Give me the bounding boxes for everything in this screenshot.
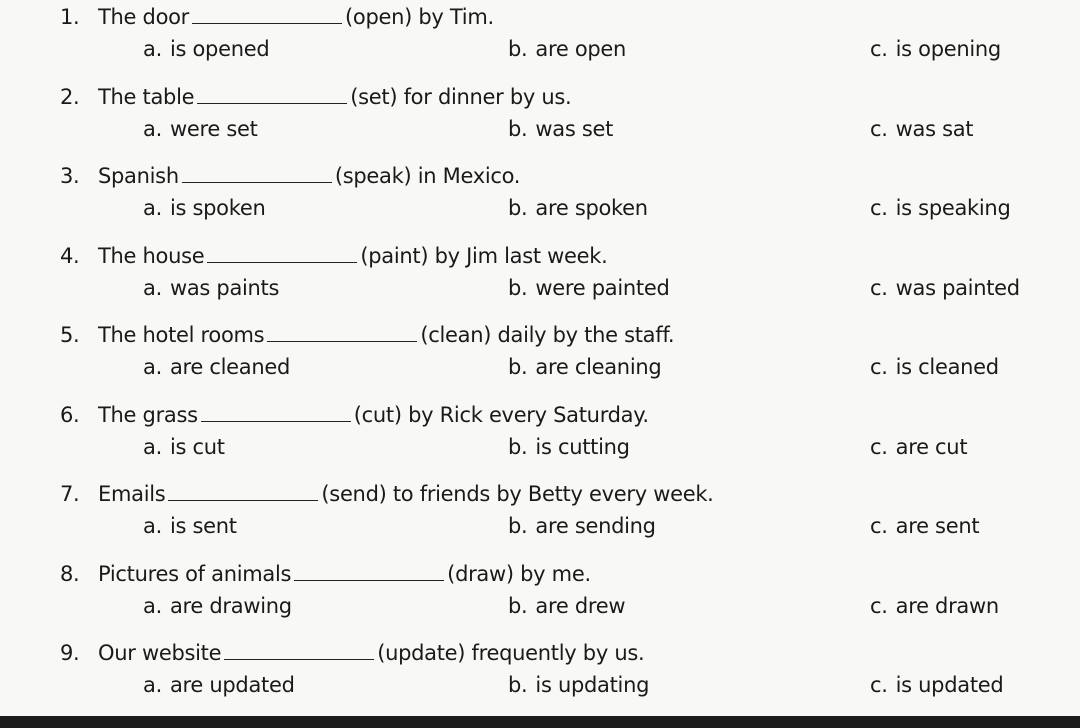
option-text: is cutting — [535, 435, 630, 459]
stem-before: The hotel rooms — [98, 323, 265, 347]
question-number: 9. — [60, 641, 80, 665]
option-letter: c. — [870, 355, 888, 379]
option-text: are cleaned — [169, 355, 291, 379]
option-c — [870, 352, 999, 382]
option-letter: c. — [870, 514, 888, 538]
answer-blank — [182, 164, 332, 183]
option-a — [143, 114, 258, 144]
option-text: is opening — [895, 37, 1001, 61]
question-stem — [60, 638, 644, 668]
stem-after: (clean) daily by the staff. — [420, 323, 675, 347]
option-b — [508, 432, 630, 462]
option-letter: a. — [143, 514, 162, 538]
answer-blank — [197, 85, 347, 104]
option-text: are open — [535, 37, 627, 61]
option-letter: a. — [143, 355, 162, 379]
question-number: 3. — [60, 164, 80, 188]
option-letter: b. — [508, 673, 528, 697]
option-text: were painted — [535, 276, 670, 300]
option-text: is updated — [895, 673, 1004, 697]
option-text: are drawing — [169, 594, 292, 618]
question-stem — [60, 82, 571, 112]
option-letter: c. — [870, 594, 888, 618]
stem-after: (speak) in Mexico. — [334, 164, 521, 188]
question-1 — [0, 2, 1080, 82]
option-c — [870, 34, 1001, 64]
answer-blank — [192, 5, 342, 24]
option-text: are cleaning — [535, 355, 662, 379]
stem-before: Our website — [98, 641, 222, 665]
question-number: 1. — [60, 5, 80, 29]
option-b — [508, 114, 613, 144]
option-letter: b. — [508, 117, 528, 141]
option-text: are sending — [535, 514, 656, 538]
option-c — [870, 591, 999, 621]
option-text: are sent — [895, 514, 980, 538]
option-text: are cut — [895, 435, 968, 459]
question-7 — [0, 479, 1080, 559]
option-letter: c. — [870, 117, 888, 141]
stem-before: The grass — [98, 403, 198, 427]
option-text: was set — [535, 117, 614, 141]
option-text: was painted — [895, 276, 1020, 300]
stem-after: (send) to friends by Betty every week. — [321, 482, 714, 506]
question-3 — [0, 161, 1080, 241]
question-2 — [0, 82, 1080, 162]
option-text: are drew — [535, 594, 626, 618]
option-b — [508, 591, 625, 621]
option-b — [508, 670, 649, 700]
option-letter: b. — [508, 514, 528, 538]
option-a — [143, 193, 265, 223]
question-stem — [60, 559, 591, 589]
option-text: are drawn — [895, 594, 999, 618]
option-text: is updating — [535, 673, 650, 697]
option-letter: a. — [143, 594, 162, 618]
option-a — [143, 670, 295, 700]
question-stem — [60, 479, 714, 509]
question-stem — [60, 320, 674, 350]
option-b — [508, 34, 626, 64]
question-number: 5. — [60, 323, 80, 347]
option-c — [870, 114, 973, 144]
option-a — [143, 34, 269, 64]
stem-before: The door — [98, 5, 189, 29]
answer-blank — [168, 482, 318, 501]
option-letter: c. — [870, 276, 888, 300]
option-text: is cut — [169, 435, 225, 459]
option-letter: a. — [143, 117, 162, 141]
option-letter: c. — [870, 673, 888, 697]
option-letter: b. — [508, 196, 528, 220]
option-b — [508, 352, 661, 382]
option-letter: b. — [508, 276, 528, 300]
question-number: 2. — [60, 85, 80, 109]
question-number: 4. — [60, 244, 80, 268]
option-a — [143, 432, 225, 462]
answer-blank — [224, 641, 374, 660]
bottom-edge-bar — [0, 716, 1080, 728]
stem-after: (cut) by Rick every Saturday. — [353, 403, 649, 427]
answer-blank — [201, 403, 351, 422]
stem-after: (update) frequently by us. — [377, 641, 645, 665]
question-stem — [60, 161, 520, 191]
option-letter: a. — [143, 435, 162, 459]
stem-before: Emails — [98, 482, 166, 506]
option-b — [508, 511, 656, 541]
option-c — [870, 432, 967, 462]
option-c — [870, 273, 1020, 303]
option-c — [870, 670, 1003, 700]
question-number: 6. — [60, 403, 80, 427]
option-text: was paints — [169, 276, 280, 300]
stem-after: (paint) by Jim last week. — [360, 244, 608, 268]
answer-blank — [207, 244, 357, 263]
question-number: 7. — [60, 482, 80, 506]
option-b — [508, 193, 648, 223]
stem-before: The house — [98, 244, 205, 268]
option-text: is spoken — [169, 196, 266, 220]
stem-before: The table — [98, 85, 195, 109]
option-letter: a. — [143, 673, 162, 697]
question-8 — [0, 559, 1080, 639]
question-stem — [60, 241, 608, 271]
option-letter: a. — [143, 276, 162, 300]
option-text: were set — [169, 117, 258, 141]
option-text: is sent — [169, 514, 237, 538]
option-text: is speaking — [895, 196, 1011, 220]
stem-before: Spanish — [98, 164, 179, 188]
option-letter: c. — [870, 196, 888, 220]
option-a — [143, 273, 279, 303]
stem-after: (open) by Tim. — [345, 5, 494, 29]
question-5 — [0, 320, 1080, 400]
option-c — [870, 193, 1010, 223]
option-letter: b. — [508, 37, 528, 61]
question-number: 8. — [60, 562, 80, 586]
question-9 — [0, 638, 1080, 718]
option-a — [143, 352, 290, 382]
option-letter: c. — [870, 37, 888, 61]
question-6 — [0, 400, 1080, 480]
option-letter: a. — [143, 196, 162, 220]
option-text: is opened — [169, 37, 270, 61]
stem-after: (draw) by me. — [447, 562, 591, 586]
option-letter: b. — [508, 435, 528, 459]
question-4 — [0, 241, 1080, 321]
option-letter: b. — [508, 594, 528, 618]
option-text: are spoken — [535, 196, 648, 220]
option-letter: b. — [508, 355, 528, 379]
option-letter: a. — [143, 37, 162, 61]
stem-before: Pictures of animals — [98, 562, 292, 586]
option-a — [143, 511, 237, 541]
answer-blank — [294, 562, 444, 581]
option-text: is cleaned — [895, 355, 999, 379]
question-stem — [60, 2, 494, 32]
stem-after: (set) for dinner by us. — [350, 85, 572, 109]
answer-blank — [267, 323, 417, 342]
option-c — [870, 511, 979, 541]
option-a — [143, 591, 292, 621]
option-text: was sat — [895, 117, 974, 141]
option-text: are updated — [169, 673, 295, 697]
option-b — [508, 273, 670, 303]
option-letter: c. — [870, 435, 888, 459]
question-stem — [60, 400, 649, 430]
